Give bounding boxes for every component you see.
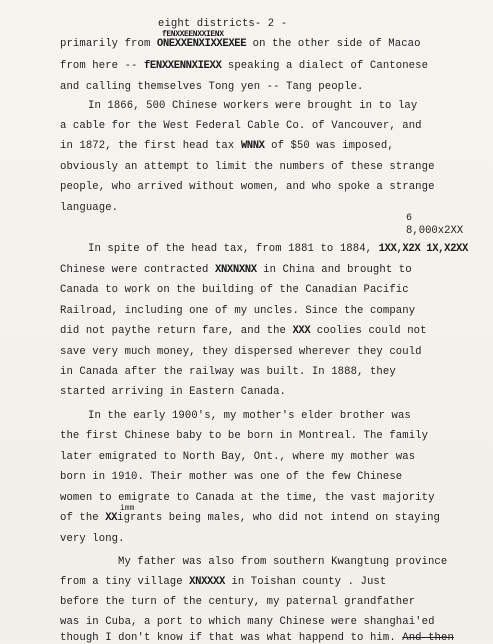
text-line: obviously an attempt to limit the numbers of these strange (60, 161, 435, 173)
text-line: In spite of the head tax, from 1881 to 1884, 1XX,X2X 1X,X2XX (88, 243, 468, 255)
text-line: before the turn of the century, my paternal grandfather (60, 596, 416, 608)
text-line: language. (60, 202, 119, 214)
text-line: In 1866, 500 Chinese workers were brought in to lay (88, 100, 418, 112)
text-line: Canada to work on the building of the Canadian Pacific (60, 284, 409, 296)
strikeout: XNXXXX (189, 576, 225, 588)
text-line: in Canada after the railway was built. In 1888, they (60, 366, 396, 378)
handwritten-correction: 6 (406, 213, 413, 224)
text-line: later emigrated to North Bay, Ont., where my mother was (60, 451, 416, 463)
strikeout: WNNX (240, 140, 265, 152)
text-line: Chinese were contracted XNXNXNX in China and brought to (60, 264, 412, 276)
page-header (158, 18, 287, 30)
text-line: from a tiny village XNXXXX in Toishan county . Just (60, 576, 387, 588)
strikeout: XNXNXNX (214, 264, 257, 276)
strikeout: XXX (292, 325, 311, 337)
typed-correction: 8,000x2XX (406, 225, 464, 237)
text-line: started arriving in Eastern Canada. (60, 386, 287, 398)
text-line: born in 1910. Their mother was one of the few Chinese (60, 471, 403, 483)
struck-header-text: fENXXEENXXIENX (162, 30, 224, 39)
text-line: women to emigrate to Canada at the time, the vast majority (60, 492, 435, 504)
text-line: Railroad, including one of my uncles. Since the company (60, 305, 416, 317)
text-line: In the early 1900's, my mother's elder brother was (88, 410, 411, 422)
strikeout: fENXXENNXIEXX (143, 60, 222, 72)
text-line: a cable for the West Federal Cable Co. of Vancouver, and (60, 120, 422, 132)
strikeout: XX (105, 512, 118, 524)
text-line: people, who arrived without women, and who spoke a strange (60, 181, 435, 193)
handwritten-correction: imm (120, 504, 135, 513)
text-line: very long. (60, 533, 125, 545)
text-line: was in Cuba, a port to which many Chinese were shanghai'ed (60, 616, 435, 628)
text-line: did not paythe return fare, and the XXX coolies could not (60, 325, 427, 337)
text-line: from here -- fENXXENNXIEXX speaking a dialect of Cantonese (60, 60, 429, 72)
strikeout: 1XX,X2X 1X,X2XX (378, 243, 468, 255)
text-line: save very much money, they dispersed wherever they could (60, 346, 422, 358)
text-line: and calling themselves Tong yen -- Tang people. (60, 81, 364, 93)
text-line: of the XXigrants being males, who did not intend on staying (60, 512, 440, 524)
text-line: primarily from ONEXXENXIXXEXEE on the other side of Macao (60, 38, 421, 50)
strikeout: ONEXXENXIXXEXEE (156, 38, 247, 50)
text-line: the first Chinese baby to be born in Montreal. The family (60, 430, 429, 442)
strikeout: And then (402, 632, 454, 644)
text-line: though I don't know if that was what happend to him. And then (60, 632, 454, 644)
header-text: eight districts- 2 - (158, 18, 288, 30)
text-line: My father was also from southern Kwangtung province (118, 556, 448, 568)
text-line: in 1872, the first head tax WNNX of $50 was imposed, (60, 140, 394, 152)
